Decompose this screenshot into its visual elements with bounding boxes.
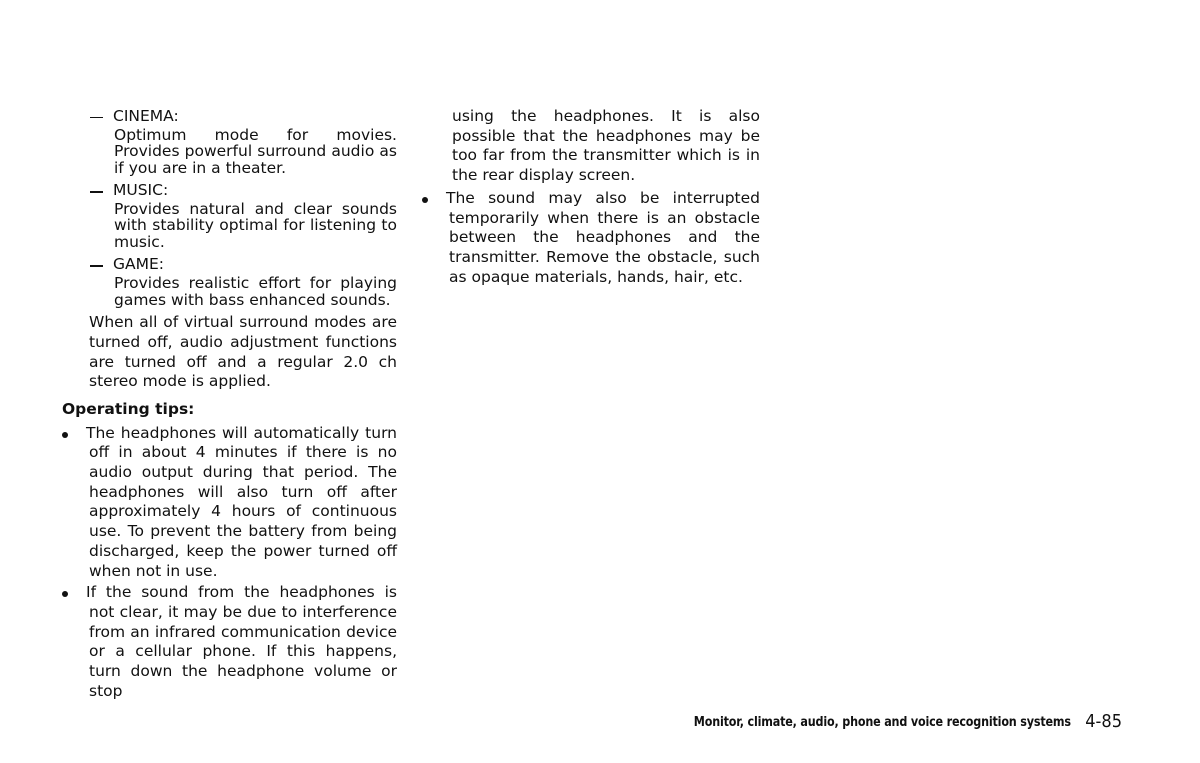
left-column (62, 107, 397, 703)
page-footer (661, 711, 1122, 732)
tip-text: If the sound from the headphones is not clear, it may be due to interference from an infrared communication device or a cellular phone. If this happens, turn down the headphone volume or stop (86, 583, 397, 700)
dash-marker (90, 117, 103, 118)
mode-label (62, 181, 397, 201)
mode-label-text: GAME: (113, 255, 165, 274)
surround-off-note: When all of virtual surround modes are turned off, audio adjustment functions are turned off and a regular 2.0 ch stereo mode is applied. (89, 313, 397, 391)
mode-description: Optimum mode for movies. Provides powerful surround audio as if you are in a theater. (114, 125, 397, 177)
mode-label-text: MUSIC: (113, 181, 169, 200)
bullet-dot-icon (422, 197, 428, 203)
section-title: Monitor, climate, audio, phone and voice recognition systems (693, 714, 1071, 730)
mode-music (62, 181, 397, 250)
right-column (422, 107, 760, 289)
dash-marker (90, 265, 103, 266)
bullet-dot-icon (62, 591, 68, 597)
tip-bullet-2 (62, 583, 397, 701)
mode-label (62, 107, 397, 127)
mode-description: Provides natural and clear sounds with stability optimal for listening to music. (114, 199, 397, 251)
tip-text: The headphones will automatically turn off in about 4 minutes if there is no audio output during that period. The headphones will also turn off after approximately 4 hours of continuous use. To prevent the battery from being discharged, keep the power turned off when not in use. (86, 423, 397, 580)
dash-marker (90, 191, 103, 192)
mode-cinema (62, 107, 397, 176)
mode-game (62, 255, 397, 308)
mode-label (62, 255, 397, 275)
tip-bullet-1 (62, 424, 397, 582)
operating-tips-heading: Operating tips: (62, 399, 195, 418)
mode-description: Provides realistic effort for playing games with bass enhanced sounds. (114, 274, 397, 309)
mode-label-text: CINEMA: (113, 107, 179, 125)
page-number: 4-85 (1085, 711, 1122, 732)
bullet-dot-icon (62, 432, 68, 438)
tip-text: The sound may also be interrupted temporarily when there is an obstacle between the headphones and the transmitter. Remove the obstacle, such as opaque materials, hands, hair, etc. (446, 188, 760, 286)
tip-bullet-3 (422, 189, 760, 288)
tip-continuation: using the headphones. It is also possible that the headphones may be too far from the transmitter which is in the rear display screen. (452, 107, 760, 185)
